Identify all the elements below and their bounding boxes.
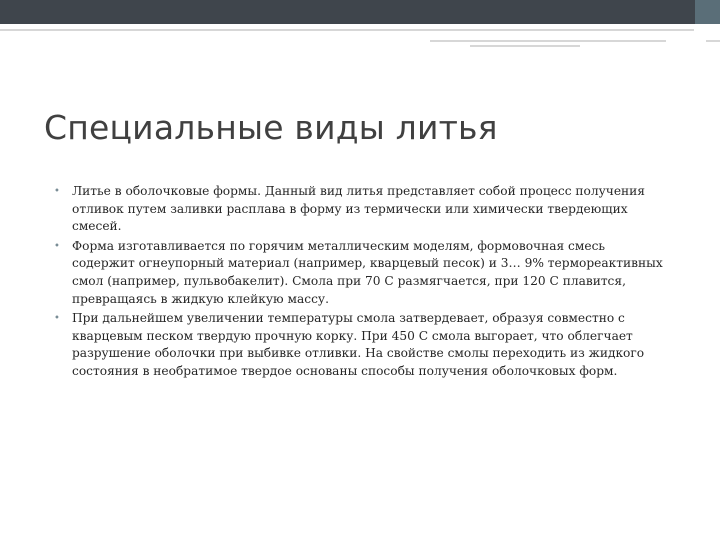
top-bar-accent xyxy=(695,0,720,24)
list-item xyxy=(54,310,664,380)
bullet-icon: • xyxy=(54,186,60,197)
list-item xyxy=(54,238,664,308)
bullet-icon: • xyxy=(54,313,60,325)
bullet-text: При дальнейшем увеличении температуры смола затвердевает, образуя совместно с кварцевым песком твердую прочную корку. При 450 С смола выгорает, что облегчает разрушение оболочки при выбивке отливки. На свойстве смолы переходить из жидкого состояния в необратимое твердое основаны способы получения оболочковых форм. xyxy=(72,311,645,378)
divider-line xyxy=(430,40,666,42)
bullet-icon: • xyxy=(54,240,60,252)
bullet-list xyxy=(54,183,664,383)
divider-line xyxy=(706,40,720,42)
top-bar xyxy=(0,0,720,24)
divider-line xyxy=(470,45,580,47)
divider-line xyxy=(0,29,694,31)
bullet-text: Литье в оболочковые формы. Данный вид литья представляет собой процесс получения отливок путем заливки расплава в форму из термически или химически твердеющих смесей. xyxy=(72,184,645,234)
slide-title: Специальные виды литья xyxy=(44,108,498,147)
bullet-text: Форма изготавливается по горячим металлическим моделям, формовочная смесь содержит огнеупорный материал (например, кварцевый песок) и 3… 9% термореактивных смол (например, пульвобакелит). Смола при 70 С размягчается, при 120 С плавится, превращаясь в жидкую клейкую массу. xyxy=(72,238,663,306)
list-item xyxy=(54,183,664,236)
